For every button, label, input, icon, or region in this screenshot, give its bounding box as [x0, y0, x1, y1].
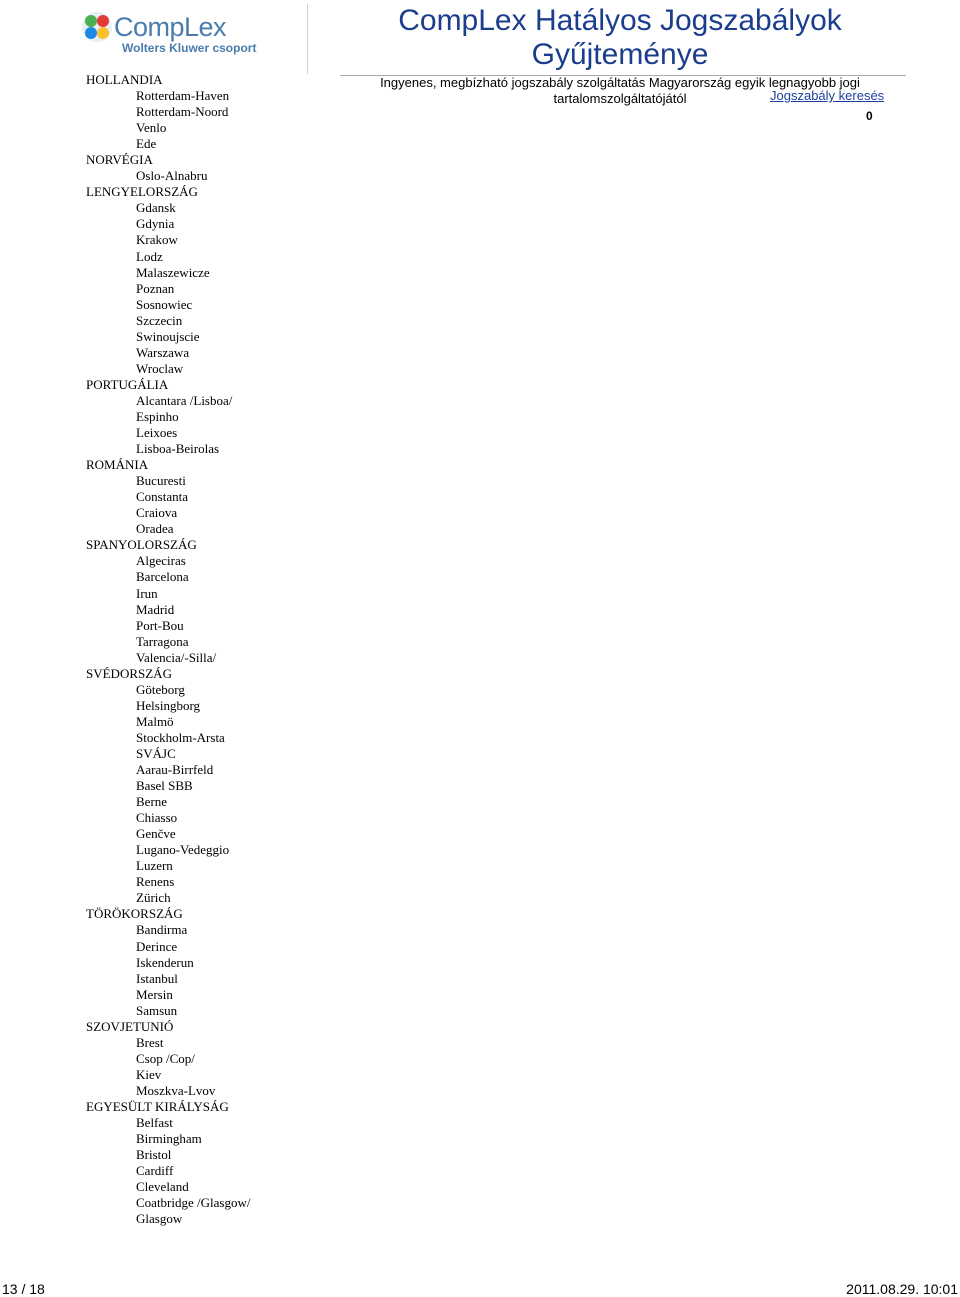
city-item: Moszkva-Lvov — [136, 1082, 216, 1098]
city-item: Irun — [136, 585, 158, 601]
city-item: Algeciras — [136, 553, 186, 569]
country-heading: ROMÁNIA — [86, 457, 149, 473]
city-item: Cleveland — [136, 1179, 189, 1195]
counter: 0 — [866, 109, 873, 123]
city-item: Mersin — [136, 986, 173, 1002]
page-number: 13 / 18 — [2, 1281, 45, 1297]
location-list — [86, 72, 250, 1227]
city-item: Lugano-Vedeggio — [136, 842, 230, 858]
city-item: Rotterdam-Noord — [136, 104, 229, 120]
city-item: Madrid — [136, 601, 175, 617]
city-item: Valencia/-Silla/ — [136, 649, 217, 665]
city-item: Venlo — [136, 120, 167, 136]
logo-text: CompLex — [114, 12, 227, 42]
city-item: Craiova — [136, 505, 178, 521]
logo-globe-icon — [80, 10, 114, 44]
city-item: Tarragona — [136, 633, 189, 649]
city-item: Glasgow — [136, 1211, 183, 1227]
city-item: Malaszewicze — [136, 264, 210, 280]
country-heading: PORTUGÁLIA — [86, 376, 169, 392]
city-item: Ede — [136, 136, 157, 152]
city-item: Wroclaw — [136, 360, 184, 376]
city-item: Basel SBB — [136, 778, 193, 794]
city-item: Berne — [136, 794, 168, 810]
city-item: Constanta — [136, 489, 188, 505]
city-item: Cardiff — [136, 1163, 174, 1179]
city-item: Genčve — [136, 826, 176, 842]
city-item: Rotterdam-Haven — [136, 88, 230, 104]
city-item: Swinoujscie — [136, 328, 200, 344]
country-heading: SVÉDORSZÁG — [86, 665, 172, 681]
city-item: Szczecin — [136, 312, 183, 328]
city-item: Coatbridge /Glasgow/ — [136, 1195, 251, 1211]
logo-subtext: Wolters Kluwer csoport — [122, 41, 257, 55]
city-item: Samsun — [136, 1002, 178, 1018]
city-item: Oslo-Alnabru — [136, 168, 208, 184]
city-item: Poznan — [136, 280, 175, 296]
city-item: Port-Bou — [136, 617, 184, 633]
city-item: Bristol — [136, 1147, 172, 1163]
city-item: Bandirma — [136, 922, 188, 938]
city-item: SVÁJC — [136, 745, 176, 761]
city-item: Krakow — [136, 232, 178, 248]
city-item: Gdansk — [136, 200, 176, 216]
country-heading: SZOVJETUNIÓ — [86, 1018, 174, 1034]
city-item: Brest — [136, 1034, 164, 1050]
city-item: Malmö — [136, 713, 174, 729]
country-heading: TÖRÖKORSZÁG — [86, 906, 183, 922]
country-heading: SPANYOLORSZÁG — [86, 537, 197, 553]
country-heading: LENGYELORSZÁG — [86, 184, 198, 200]
city-item: Helsingborg — [136, 697, 201, 713]
city-item: Luzern — [136, 858, 173, 874]
law-search-link[interactable]: Jogszabály keresés — [770, 88, 885, 103]
page-title: CompLex Hatályos Jogszabályok Gyűjteménye — [398, 4, 842, 71]
city-item: Lodz — [136, 248, 163, 264]
country-heading: HOLLANDIA — [86, 72, 163, 87]
city-item: Espinho — [136, 408, 179, 424]
city-item: Kiev — [136, 1066, 162, 1082]
country-heading: NORVÉGIA — [86, 152, 153, 168]
complex-logo — [80, 8, 270, 58]
city-item: Alcantara /Lisboa/ — [136, 392, 233, 408]
city-item: Belfast — [136, 1115, 173, 1131]
print-datetime: 2011.08.29. 10:01 — [846, 1281, 958, 1297]
city-item: Stockholm-Arsta — [136, 729, 225, 745]
city-item: Zürich — [136, 890, 171, 906]
city-item: Barcelona — [136, 569, 189, 585]
city-item: Warszawa — [136, 344, 190, 360]
city-item: Gdynia — [136, 216, 175, 232]
city-item: Göteborg — [136, 681, 185, 697]
city-item: Bucuresti — [136, 473, 186, 489]
country-heading: EGYESÜLT KIRÁLYSÁG — [86, 1099, 229, 1114]
city-item: Derince — [136, 938, 178, 954]
city-item: Chiasso — [136, 810, 178, 826]
city-item: Istanbul — [136, 970, 178, 986]
city-item: Oradea — [136, 521, 174, 537]
city-item: Renens — [136, 874, 175, 890]
city-item: Birmingham — [136, 1131, 202, 1147]
city-item: Iskenderun — [136, 954, 194, 970]
header-divider — [307, 4, 308, 74]
city-item: Csop /Cop/ — [136, 1050, 195, 1066]
city-item: Aarau-Birrfeld — [136, 762, 214, 778]
city-item: Lisboa-Beirolas — [136, 441, 220, 457]
tagline: Ingyenes, megbízható jogszabály szolgáltatás Magyarország egyik legnagyobb jogi tartalomszolgáltatójától — [380, 75, 860, 106]
city-item: Sosnowiec — [136, 296, 193, 312]
city-item: Leixoes — [136, 425, 178, 441]
